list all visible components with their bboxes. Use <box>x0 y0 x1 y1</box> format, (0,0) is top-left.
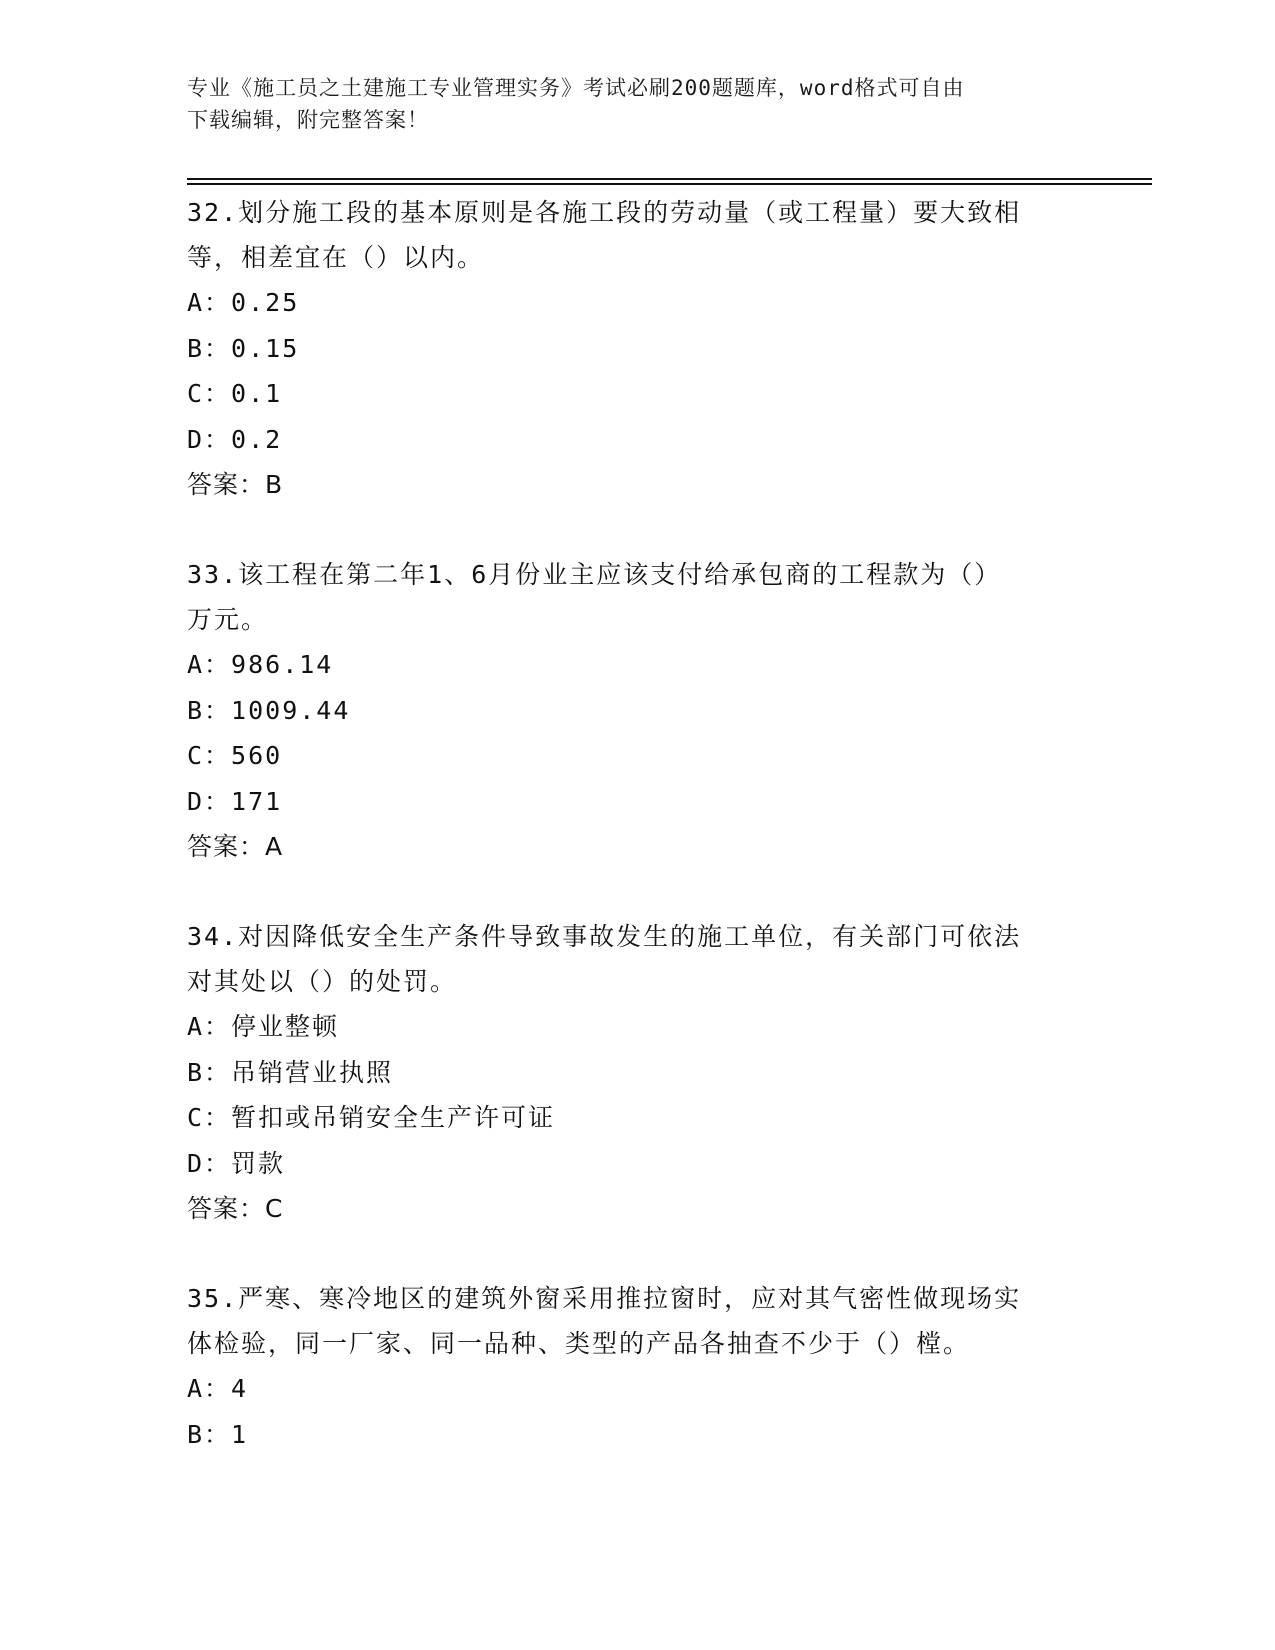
option-d: D：0.2 <box>187 424 283 454</box>
question-32 <box>187 190 1087 507</box>
question-34 <box>187 914 1087 1231</box>
question-stem-line-1: 34.对因降低安全生产条件导致事故发生的施工单位，有关部门可依法 <box>187 922 1022 951</box>
question-list <box>187 190 1087 1502</box>
option-d: D：171 <box>187 786 283 816</box>
answer: 答案：A <box>187 832 284 861</box>
question-stem-line-1: 33.该工程在第二年1、6月份业主应该支付给承包商的工程款为（） <box>187 560 1002 589</box>
option-b: B：1009.44 <box>187 695 351 725</box>
question-stem <box>187 190 1087 280</box>
option-a: A：4 <box>187 1374 249 1403</box>
header-line-1: 专业《施工员之土建施工专业管理实务》考试必刷200题题库，word格式可自由 <box>187 76 965 100</box>
option-b: B：0.15 <box>187 333 300 363</box>
question-stem-line-2: 等，相差宜在（）以内。 <box>187 243 485 272</box>
question-stem <box>187 552 1087 642</box>
document-header <box>187 72 1077 136</box>
option-c: C：暂扣或吊销安全生产许可证 <box>187 1103 556 1132</box>
question-35 <box>187 1276 1087 1457</box>
option-a: A：986.14 <box>187 650 334 679</box>
option-b: B：吊销营业执照 <box>187 1057 394 1087</box>
header-divider-bottom <box>187 183 1152 185</box>
option-d: D：罚款 <box>187 1148 286 1178</box>
question-stem <box>187 914 1087 1004</box>
option-c: C：560 <box>187 741 283 770</box>
question-stem-line-1: 32.划分施工段的基本原则是各施工段的劳动量（或工程量）要大致相 <box>187 198 1022 227</box>
question-stem-line-2: 对其处以（）的处罚。 <box>187 967 458 996</box>
question-stem-line-2: 体检验，同一厂家、同一品种、类型的产品各抽查不少于（）樘。 <box>187 1329 971 1358</box>
question-33 <box>187 552 1087 869</box>
option-c: C：0.1 <box>187 379 283 408</box>
option-b: B：1 <box>187 1419 249 1449</box>
option-a: A：0.25 <box>187 288 300 317</box>
answer: 答案：B <box>187 470 284 499</box>
header-divider-top <box>187 178 1152 180</box>
answer: 答案：C <box>187 1194 284 1223</box>
header-line-2: 下载编辑，附完整答案！ <box>187 108 429 132</box>
question-stem <box>187 1276 1087 1366</box>
question-stem-line-1: 35.严寒、寒冷地区的建筑外窗采用推拉窗时，应对其气密性做现场实 <box>187 1284 1022 1313</box>
question-stem-line-2: 万元。 <box>187 605 269 634</box>
option-a: A：停业整顿 <box>187 1012 340 1041</box>
